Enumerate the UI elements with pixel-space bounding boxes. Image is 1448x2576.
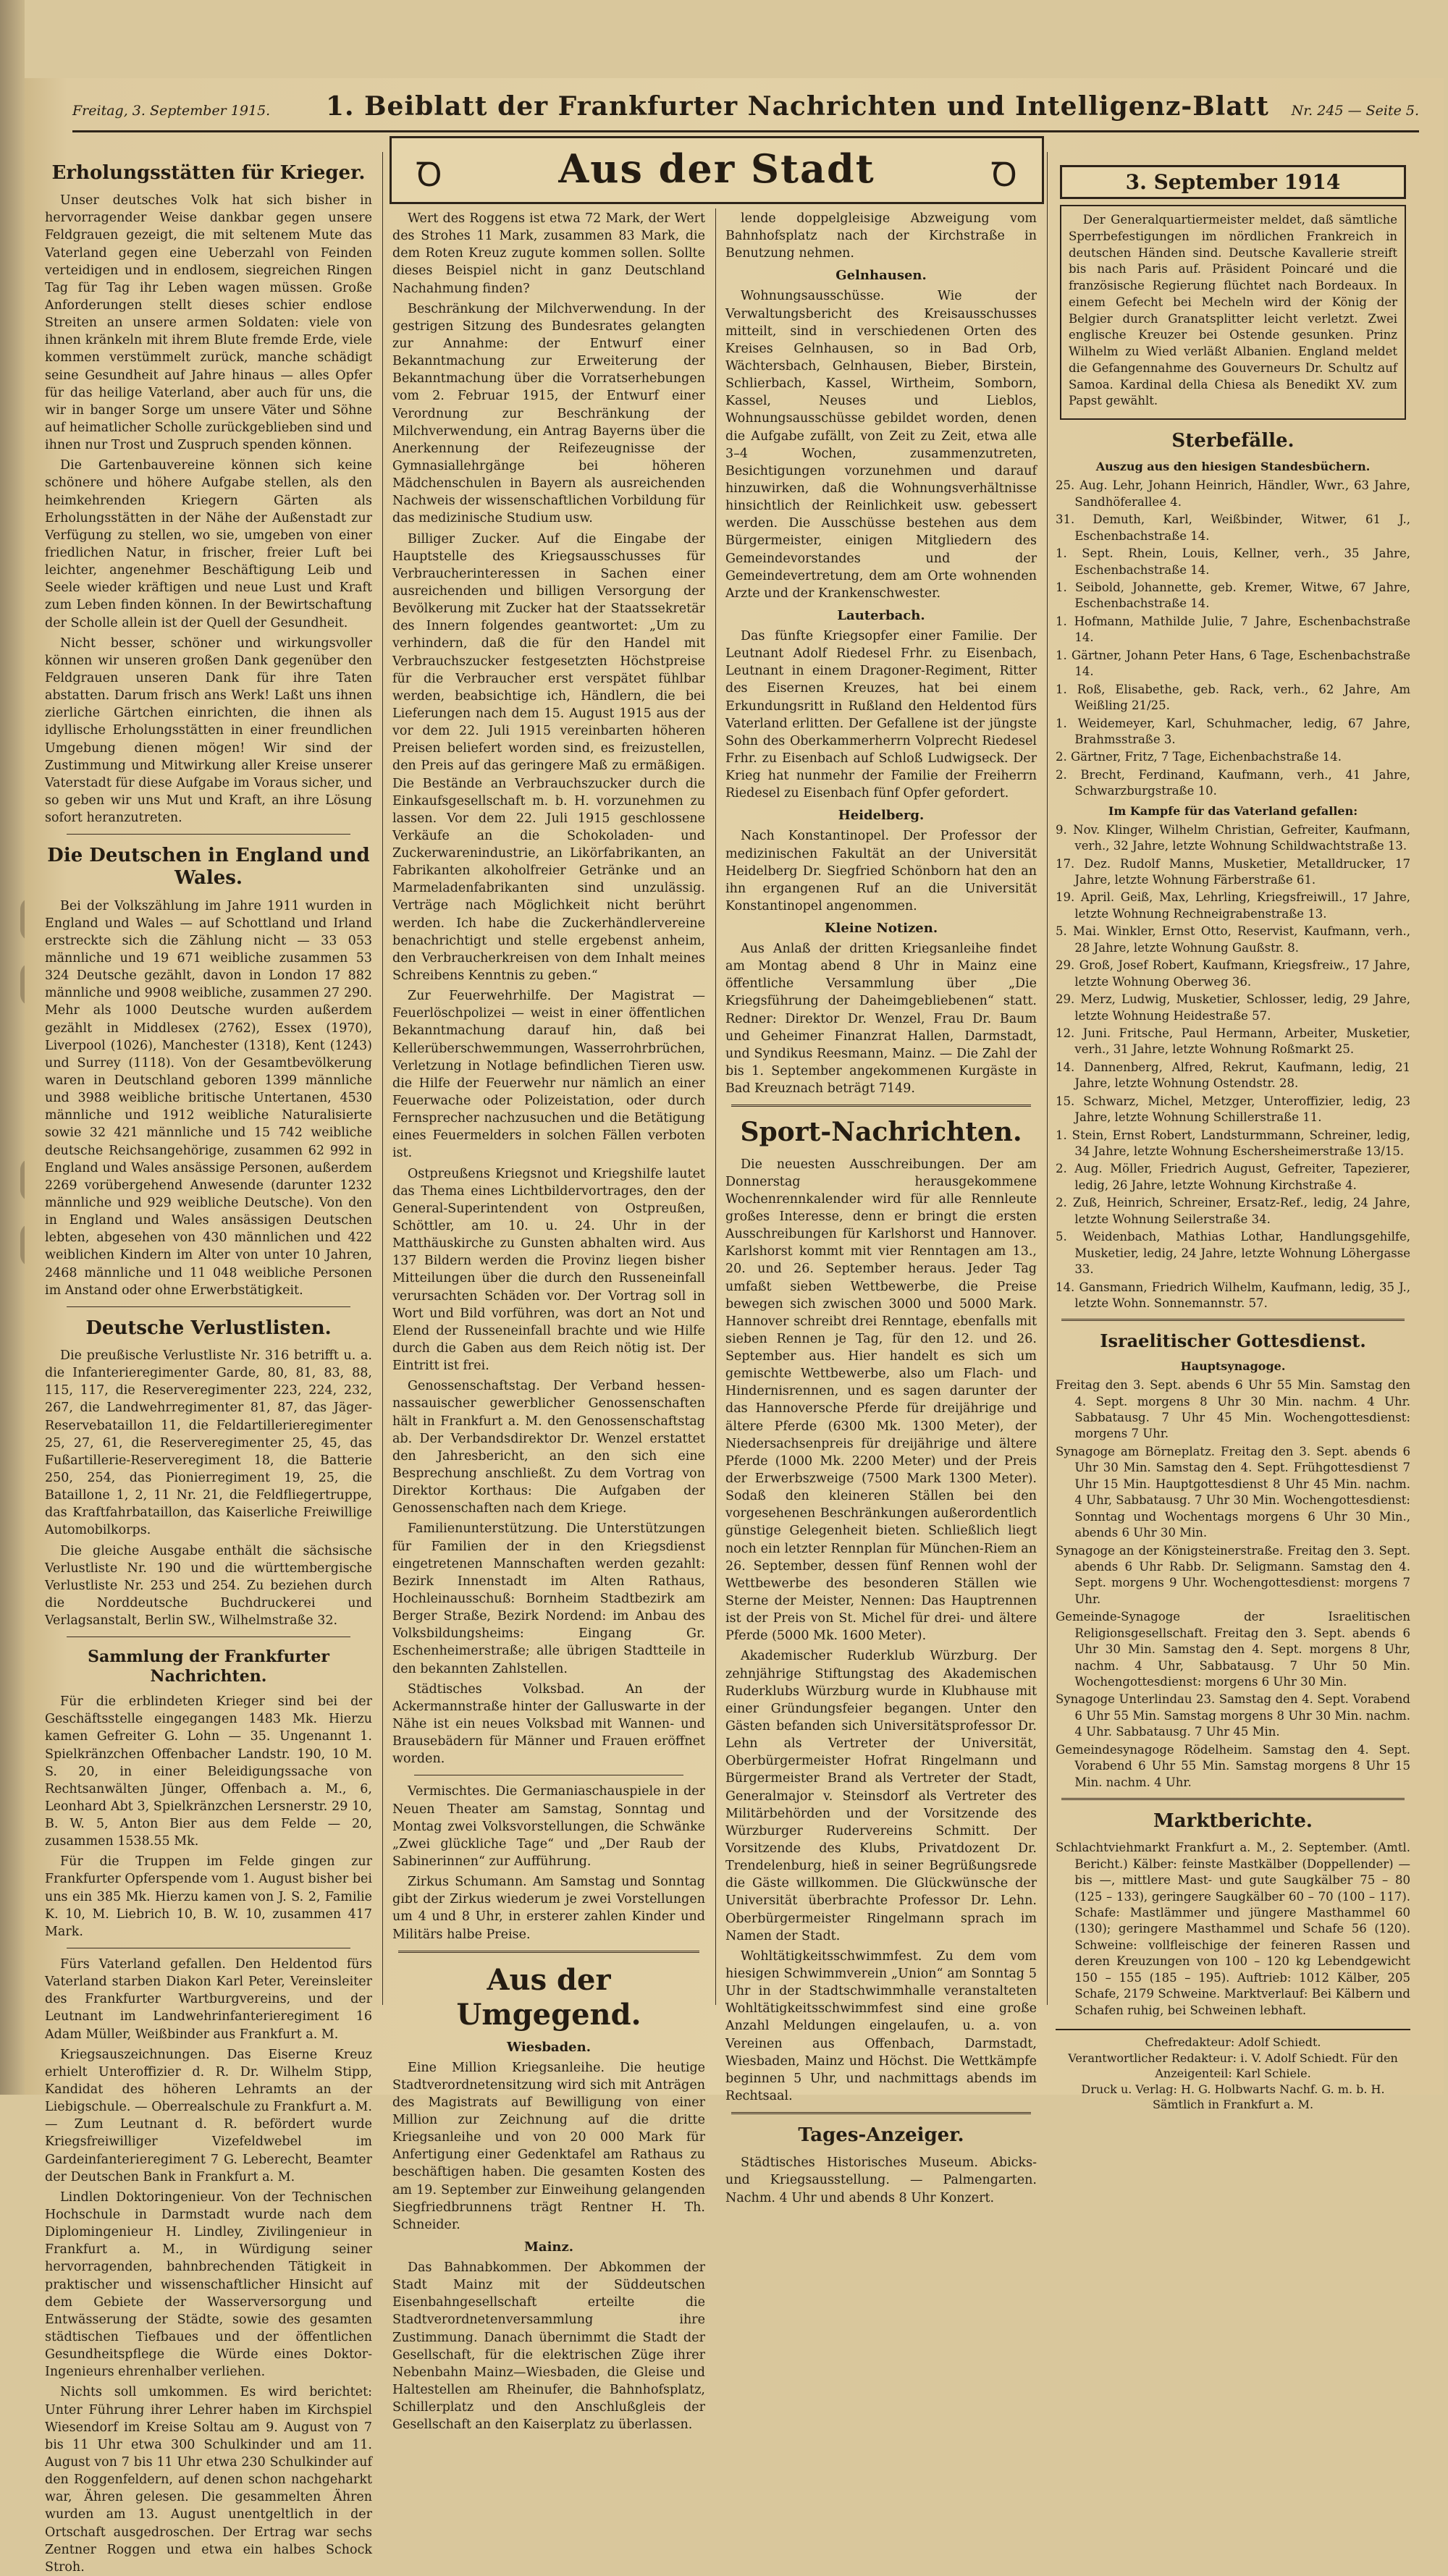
article-text: Unser deutsches Volk hat sich bisher in hervorragender Weise dankbar gegen unsere Feldgrauen gezeigt, die mit seltenem Mute das Vaterland gegen eine Ueberzahl von Feinden verteidigen und in endlosem, siegreichen Ringen Tag für Tag ihr Leben wagen müssen. Große Anforderungen stellt dieses schier endlose Streiten an unsere armen Soldaten: viele von ihnen kränkeln mit ihrem Blute fremde Erde, viele kommen verstümmelt zurück, manche schädigt seine Gesundheit auf Jahre hinaus — alles Opfer für das heilige Vaterland, aber auch für uns, die wir in banger Sorge um unsere Väter und Söhne auf heimatlicher Scholle zurückgeblieben sind und ihnen nur Trost und Zuspruch spenden können. xyxy=(45,193,372,453)
book-binding xyxy=(0,0,25,2095)
article-text: Für die erblindeten Krieger sind bei der Geschäftsstelle eingegangen 1483 Mk. Hierzu kamen Gefreiter G. Lohn — 35. Ungenannt 1. Spielkränzchen Offenbacher Landstr. 190, 10 M. S. 20, in einer Beleidigungssache von Rechtsanwälten Jünger, Offenbach a. M., 6, Leonhard Abt 3, Spielkränzchen Lersnerstr. 29 10, B. W. 5, Anton Bier aus dem Felde — 20, zusammen 1538.55 Mk. xyxy=(45,1694,372,1849)
article-text: lende doppelgleisige Abzweigung vom Bahnhofsplatz nach der Kirchstraße in Benutzung nehmen. xyxy=(725,211,1037,261)
article-text: Genossenschaftstag. Der Verband hessen-nassauischer gewerblicher Genossenschaften hält in Frankfurt a. M. den Genossenschaftstag ab. Der Verbandsdirektor Dr. Wenzel erstattet den Jahresbericht, an den sich eine Besprechung anschließt. Zu dem Vortrag von Direktor Korthaus: Die Aufgaben der Genossenschaften nach dem Kriege. xyxy=(392,1379,705,1516)
fallen-list xyxy=(1056,822,1410,1312)
article-text: Billiger Zucker. Auf die Eingabe der Hauptstelle des Kriegsausschusses für Verbraucherinteressen in Sachen einer ausreichenden und billigen Versorgung der Bevölkerung mit Zucker hat der Staatssekretär des Innern folgendes geantwortet: „Um zu verhindern, daß die für den Handel mit Verbrauchszucker festgesetzten Höchstpreise für die Verbraucher erst verspätet fühlbar werden, beabsichtige ich, Händlern, die bei Lieferungen nach dem 15. August 1915 aus der vor dem 22. Juli 1915 vereinbarten höheren Preisen beliefert worden sind, es freizustellen, den Preis auf das geringere Maß zu ermäßigen. Die Bestände an Verbrauchszucker durch die Einkaufsgesellschaft m. b. H. vorzunehmen zu lassen. Vor dem 22. Juli 1915 geschlossene Verkäufe an die Schokoladen- und Zuckerwarenindustrie, an Likörfabrikanten, an Fabrikanten alkoholfreier Getränke und an Marmeladenfabrikanten sind unzulässig. Verträge nach Möglichkeit nicht berührt werden. Ich habe die Zuckerhändlervereine benachrichtigt und stelle ergebenst anheim, den Verbraucherkreisen von dem Inhalt meines Schreibens Kenntnis zu geben.“ xyxy=(392,531,705,984)
imprint xyxy=(1056,2029,1410,2113)
section-heading: Tages-Anzeiger. xyxy=(798,2124,964,2147)
divider xyxy=(398,1951,699,1953)
section-heading: Israelitischer Gottesdienst. xyxy=(1100,1330,1366,1352)
fallen-entry: 29. Groß, Josef Robert, Kaufmann, Kriegsfreiw., 17 Jahre, letzte Wohnung Oberweg 36. xyxy=(1056,958,1410,989)
article-text: Bei der Volkszählung im Jahre 1911 wurden in England und Wales — auf Schottland und Irland erstreckte sich die Zählung nicht — 33 053 männliche und 19 671 weibliche zusammen 53 324 Deutsche gezählt, davon in London 17 882 männliche und 9908 weibliche, zusammen 27 290. Mehr als 1000 Deutsche wurden außerdem gezählt in Middlesex (2762), Essex (1970), Liverpool (1026), Manchester (1318), Kent (1243) und Surrey (1118). Von der Gesamtbevölkerung waren in Deutschland geboren 1399 männliche und 3988 weibliche britische Untertanen, 4530 männliche und 1912 weibliche Naturalisierte sowie 32 421 männliche und 15 742 weibliche deutsche Reichsangehörige, zusammen 62 992 in England und Wales ansässige Personen, außerdem 2269 vorübergehend Anwesende (darunter 1232 männliche und 929 weibliche Deutsche). Von den in England und Wales ansässigen Deutschen lebten, abgesehen von 430 männlichen und 422 weiblichen Kindern im Alter von unter 10 Jahren, 2468 männliche und 11 048 weibliche Personen im Anstand oder ohne Erwerbstätigkeit. xyxy=(45,898,372,1298)
place-heading: Gelnhausen. xyxy=(835,268,927,284)
column-4 xyxy=(1056,158,1410,2112)
article-text: Das fünfte Kriegsopfer einer Familie. Der Leutnant Adolf Riedesel Frhr. zu Eisenbach, Leutnant in einem Dragoner-Regiment, Ritter des Eisernen Kreuzes, hat bei einem Erkundungsritt in Rußland den Heldentod fürs Vaterland erlitten. Der Gefallene ist der jüngste Sohn des Oberkammerherrn Volprecht Riedesel Frhr. zu Eisenbach auf Schloß Ludwigseck. Der Krieg hat nunmehr der Familie der Freiherrn Riedesel zu Eisenbach fünf Opfer gefordert. xyxy=(725,628,1037,801)
fallen-entry: 9. Nov. Klinger, Wilhelm Christian, Gefreiter, Kaufmann, verh., 32 Jahre, letzte Wohnung Schildwachtstraße 13. xyxy=(1056,822,1410,853)
subheading: Hauptsynagoge. xyxy=(1180,1359,1286,1374)
death-entry: 1. Weidemeyer, Karl, Schuhmacher, ledig, 67 Jahre, Brahmsstraße 3. xyxy=(1056,716,1410,746)
article-text: Lindlen Doktoringenieur. Von der Technischen Hochschule in Darmstadt wurde nach dem Diplomingenieur H. Lindley, Zivilingenieur in Frankfurt a. M., in Würdigung seiner hervorragenden, bahnbrechenden Tätigkeit in praktischer und wissenschaftlicher Hinsicht auf dem Gebiete der Wasserversorgung und Entwässerung der Städte, sowie des gesamten städtischen Tiefbaues und der öffentlichen Gesundheitspflege die Würde eines Doktor-Ingenieurs ehrenhalber verliehen. xyxy=(45,2189,372,2380)
fallen-entry: 15. Schwarz, Michel, Metzger, Unteroffizier, ledig, 23 Jahre, letzte Wohnung Schillerstraße 11. xyxy=(1056,1094,1410,1125)
column-rule xyxy=(382,152,383,2005)
death-entry: 1. Gärtner, Johann Peter Hans, 6 Tage, Eschenbachstraße 14. xyxy=(1056,648,1410,679)
article-text: Nach Konstantinopel. Der Professor der medizinischen Fakultät an der Universität Heidelberg Dr. Siegfried Schönborn hat den an ihn ergangenen Ruf an die Universität Konstantinopel angenommen. xyxy=(725,829,1037,913)
article-text: Die gleiche Ausgabe enthält die sächsische Verlustliste Nr. 190 und die württembergische Verlustliste Nr. 253 und 254. Zu beziehen durch die Norddeutsche Buchdruckerei und Verlagsanstalt, Berlin SW., Wilhelmstraße 32. xyxy=(45,1543,372,1629)
divider xyxy=(731,1105,1031,1107)
subheading: Auszug aus den hiesigen Standesbüchern. xyxy=(1095,460,1371,474)
fallen-entry: 19. April. Geiß, Max, Lehrling, Kriegsfreiwill., 17 Jahre, letzte Wohnung Rechneigrabenstraße 13. xyxy=(1056,890,1410,921)
fallen-entry: 14. Gansmann, Friedrich Wilhelm, Kaufmann, ledig, 35 J., letzte Wohn. Sonnemannstr. 57. xyxy=(1056,1280,1410,1310)
article-text: Zur Feuerwehrhilfe. Der Magistrat — Feuerlöschpolizei — weist in einer öffentlichen Bekanntmachung darauf hin, daß bei Kellerüberschwemmungen, Wasserrohrbrüchen, Verletzung in Notlage befindlichen Tieren usw. die Hilfe der Feuerwehr nur nämlich an einer Feuerwache oder Polizeistation, oder durch Fernsprecher nachzusuchen und die Betätigung eines Feuermelders in solchen Fällen verboten ist. xyxy=(392,989,705,1161)
column-rule xyxy=(715,208,716,2005)
article-text: Wohnungsausschüsse. Wie der Verwaltungsbericht des Kreisausschusses mitteilt, sind in verschiedenen Orten des Kreises Gelnhausen, so in Bad Orb, Wächtersbach, Gelnhausen, Bieber, Birstein, Schlierbach, Kassel, Wirtheim, Somborn, Kassel, Neuses und Lieblos, Wohnungsausschüsse gebildet worden, denen die Aufgabe zufällt, von Zeit zu Zeit, etwa alle 3–4 Wochen, zusammenzutreten, Besichtigungen vorzunehmen und darauf hinzuwirken, daß die Wohnungsverhältnisse hinsichtlich der Reinlichkeit usw. gebessert werden. Die Ausschüsse bestehen aus dem Bürgermeister, einigen Mitgliedern des Gemeindevorstandes und der Gemeindevertretung, dem am Orte wohnenden Arzte und der Krankenschwester. xyxy=(725,289,1037,601)
article-text: Zirkus Schumann. Am Samstag und Sonntag gibt der Zirkus wiederum je zwei Vorstellungen um 4 und 8 Uhr, in ersterer zahlen Kinder und Militärs halbe Preise. xyxy=(392,1875,705,1942)
imprint-responsible: Verantwortlicher Redakteur: i. V. Adolf Schiedt. Für den Anzeigenteil: Karl Schiele. xyxy=(1068,2051,1398,2081)
fallen-entry: 29. Merz, Ludwig, Musketier, Schlosser, ledig, 29 Jahre, letzte Wohnung Heidestraße 57. xyxy=(1056,992,1410,1023)
death-entry: 1. Sept. Rhein, Louis, Kellner, verh., 35 Jahre, Eschenbachstraße 14. xyxy=(1056,546,1410,577)
ornament-icon: Ꝺ xyxy=(991,155,1017,194)
article-text: Nicht besser, schöner und wirkungsvoller können wir unseren großen Dank gegenüber den Feldgrauen unseren Dank für ihre Taten abstatten. Darum frisch ans Werk! Laßt uns ihnen zierliche Gärtchen einrichten, die ihnen als idyllische Erholungsstätten in einer freundlichen Umgebung dienen mögen! Wir sind der Zustimmung und Mitwirkung aller Kreise unserer Vaterstadt für diese Aufgabe im Voraus sicher, und so geben wir uns Mut und Kraft, an ihre Lösung sofort heranzutreten. xyxy=(45,635,372,826)
article-text: Nichts soll umkommen. Es wird berichtet: Unter Führung ihrer Lehrer haben im Kirchspiel Wiesendorf im Kreise Soltau am 9. August von 7 bis 11 Uhr etwa 300 Schulkinder und am 11. August von 7 bis 11 Uhr etwa 230 Schulkinder auf den Roggenfeldern, auf denen schon nachgeharkt war, Ähren gelesen. Die gesammelten Ähren wurden am 13. August unentgeltlich in der Ortschaft ausgedroschen. Der Ertrag war sechs Zentner Roggen und etwa ein halbes Schock Stroh. xyxy=(45,2385,372,2575)
article-heading: Sammlung der Frankfurter Nachrichten. xyxy=(88,1647,329,1686)
divider xyxy=(1061,1798,1405,1800)
article-text: Akademischer Ruderklub Würzburg. Der zehnjährige Stiftungstag des Akademischen Ruderklubs Würzburg wurde in Klubhause mit einer Gründungsfeier begangen. Unter den Gästen befanden sich Universitätsprofessor Dr. Lehn als Vertreter der Universität, Oberbürgermeister Hofrat Ringelmann und Bürgermeister Brand als Vertreter der Stadt, Generalmajor v. Steinsdorf als Vertreter des Militärbehörden und der Vorsitzende des Würzburger Rudervereins Schmitt. Der Vorsitzende des Klubs, Privatdozent Dr. Trendelenburg, hieß in seiner Begrüßungsrede die Gäste willkommen. Die Glückwünsche der Universität überbrachte Professor Dr. Lehn. Oberbürgermeister Ringelmann sprach im Namen der Stadt. xyxy=(725,1649,1037,1943)
article-text: Städtisches Historisches Museum. Abicks- und Kriegsausstellung. — Palmengarten. Nachm. 4 Uhr und abends 8 Uhr Konzert. xyxy=(725,2155,1037,2205)
deaths-list xyxy=(1056,478,1410,799)
article-text: Kriegsauszeichnungen. Das Eiserne Kreuz erhielt Unteroffizier d. R. Dr. Wilhelm Stipp, Kandidat des höheren Lehramts an der Liebigschule. — Oberrealschule zu Frankfurt a. M. — Zum Leutnant d. R. befördert wurde Kriegsfreiwilliger Vizefeldwebel im Gardeinfanterieregiment 7 G. Leberecht, Beamter der Deutschen Bank in Frankfurt a. M. xyxy=(45,2047,372,2184)
article-text: Die preußische Verlustliste Nr. 316 betrifft u. a. die Infanterieregimenter Garde, 80, 81, 83, 88, 115, 117, die Reserveregimenter 223, 224, 232, 267, die Landwehrregimenter 81, 87, das Jäger-Reservebataillon 11, die Feldartillerieregimenter 25, 27, 61, die Reserveregimenter 25, 45, das Fußartillerie-Reserveregiment 18, die Batterie 250, 254, das Pionierregiment 19, 25, die Bataillone 1, 2, 11 Nr. 21, die Feldfliegertruppe, das Kraftfahrbataillon, das Kaiserliche Freiwillige Automobilkorps. xyxy=(45,1348,372,1538)
death-entry: 2. Gärtner, Fritz, 7 Tage, Eichenbachstraße 14. xyxy=(1056,750,1342,764)
article-text: Ostpreußens Kriegsnot und Kriegshilfe lautet das Thema eines Lichtbildervortrages, den der General-Superintendent von Ostpreußen, Schöttler, am 10. u. 24. Uhr in der Matthäuskirche zu Gunsten abhalten wird. Aus 137 Bildern werden die Provinz liegen bisher Mitteilungen über die durch den Russeneinfall verursachten Schäden vor. Der Vortrag soll in Wort und Bild vorführen, was dort an Not und Elend der Russeneinfall brachte und wie Hilfe durch die Gaben aus dem Reich nötig ist. Der Eintritt ist frei. xyxy=(392,1166,705,1374)
imprint-editor: Chefredakteur: Adolf Schiedt. xyxy=(1145,2035,1321,2050)
article-text: Für die Truppen im Felde gingen zur Frankfurter Opferspende vom 1. August bisher bei uns ein 385 Mk. Hierzu kamen von J. S. 2, Familie K. 10, M. Liebrich 10, B. W. 10, zusammen 417 Mark. xyxy=(45,1854,372,1939)
article-text: Städtisches Volksbad. An der Ackermannstraße hinter der Galluswarte in der Nähe ist ein neues Volksbad mit Wannen- und Brausebädern für Männer und Frauen eröffnet worden. xyxy=(392,1681,705,1767)
fallen-entry: 1. Stein, Ernst Robert, Landsturmmann, Schreiner, ledig, 34 Jahre, letzte Wohnung Eschersheimerstraße 13/15. xyxy=(1056,1128,1410,1158)
death-entry: 1. Roß, Elisabethe, geb. Rack, verh., 62 Jahre, Am Weißling 21/25. xyxy=(1056,682,1410,713)
date-box: 3. September 1914 xyxy=(1060,165,1406,199)
article-text: Aus Anlaß der dritten Kriegsanleihe findet am Montag abend 8 Uhr in Mainz eine öffentliche Versammlung über „Die Kriegsführung der Daheimgebliebenen“ statt. Redner: Direktor Dr. Wenzel, Frau Dr. Baum und Geheimer Finanzrat Hallen, Darmstadt, und Syndikus Reesmann, Mainz. — Die Zahl der bis 1. September angekommenen Kurgäste in Bad Kreuznach beträgt 7149. xyxy=(725,942,1037,1097)
ornament-icon: Ꝺ xyxy=(416,155,442,194)
place-heading: Mainz. xyxy=(523,2239,573,2255)
divider xyxy=(731,2112,1031,2114)
newspaper-title: 1. Beiblatt der Frankfurter Nachrichten und Intelligenz-Blatt xyxy=(326,91,1269,122)
column-rule xyxy=(1047,152,1048,2005)
service-entry: Gemeindesynagoge Rödelheim. Samstag den 4. Sept. Vorabend 6 Uhr 55 Min. Samstag morgens 8 Uhr 15 Min. nachm. 4 Uhr. xyxy=(1056,1742,1410,1789)
section-heading: Sterbefälle. xyxy=(1171,430,1295,452)
article-text: Wohltätigkeitsschwimmfest. Zu dem vom hiesigen Schwimmverein „Union“ am Sonntag 5 Uhr in der Stadtschwimmhalle veranstalteten Wohltätigkeitsschwimmfest sind eine große Anzahl Meldungen eingelaufen, u. a. von Vereinen aus Offenbach, Darmstadt, Wiesbaden, Mainz und Höchst. Die Wettkämpfe beginnen 5 Uhr, und nachmittags abends im Rechtsaal. xyxy=(725,1948,1037,2103)
death-entry: 1. Seibold, Johannette, geb. Kremer, Witwe, 67 Jahre, Eschenbachstraße 14. xyxy=(1056,580,1410,611)
fallen-entry: 2. Aug. Möller, Friedrich August, Gefreiter, Tapezierer, ledig, 26 Jahre, letzte Wohnung Kirchstraße 4. xyxy=(1056,1162,1410,1192)
service-entry: Synagoge Unterlindau 23. Samstag den 4. Sept. Vorabend 6 Uhr 55 Min. Samstag morgens 8 Uhr 30 Min. nachm. 4 Uhr. Sabbatausg. 7 Uhr 45 Min. xyxy=(1056,1692,1410,1739)
article-heading: Deutsche Verlustlisten. xyxy=(85,1317,332,1339)
fallen-entry: 17. Dez. Rudolf Manns, Musketier, Metalldrucker, 17 Jahre, letzte Wohnung Färberstraße 61. xyxy=(1056,856,1410,887)
fallen-entry: 5. Weidenbach, Mathias Lothar, Handlungsgehilfe, Musketier, ledig, 24 Jahre, letzte Wohnung Löhergasse 33. xyxy=(1056,1230,1410,1277)
column-2 xyxy=(392,210,705,2433)
section-heading: Marktberichte. xyxy=(1153,1810,1313,1833)
death-entry: 25. Aug. Lehr, Johann Heinrich, Händler, Wwr., 63 Jahre, Sandhöferallee 4. xyxy=(1056,478,1410,509)
article-text: Familienunterstützung. Die Unterstützungen für Familien der in den Kriegsdienst eingetretenen Mannschaften werden gezahlt: Bezirk Innenstadt im Alten Rathaus, Hochleinausschuß: Bornheim Stadtbezirk am Berger Straße, Bezirk Nordend: im Anbau des Volksbildungsheims: Eingang Gr. Eschenheimerstraße; alle übrigen Stadtteile in den bekannten Zahlstellen. xyxy=(392,1521,705,1676)
imprint-publisher: Druck u. Verlag: H. G. Holbwarts Nachf. G. m. b. H. Sämtlich in Frankfurt a. M. xyxy=(1081,2082,1385,2112)
section-banner xyxy=(390,136,1044,204)
place-heading: Heidelberg. xyxy=(838,808,925,824)
article-text: Das Bahnabkommen. Der Abkommen der Stadt Mainz mit der Süddeutschen Eisenbahngesellschaft erteilte die Stadtverordnetenversammlung ihre Zustimmung. Danach übernimmt die Stadt der Gesellschaft, für die elektrischen Züge ihrer Nebenbahn Mainz—Wiesbaden, die Gleise und Haltestellen am Rheinufer, die Bahnhofsplatz, Schillerplatz und den Anschlußgleis der Gesellschaft an den Kaiserplatz zu überlassen. xyxy=(392,2260,705,2433)
service-entry: Synagoge am Börneplatz. Freitag den 3. Sept. abends 6 Uhr 30 Min. Samstag den 4. Sept. Frühgottesdienst 7 Uhr 15 Min. Hauptgottesdienst 8 Uhr 45 Min. nachm. 4 Uhr, Sabbatausg. 7 Uhr 30 Min. Wochengottesdienst: Sonntag und Wochentags morgens 6 Uhr 30 Min., abends 6 Uhr 30 Min. xyxy=(1056,1444,1410,1540)
article-heading: Erholungsstätten für Krieger. xyxy=(51,162,366,184)
section-heading: Aus der Umgegend. xyxy=(456,1962,641,2032)
divider xyxy=(67,1306,350,1307)
section-title: Aus der Stadt xyxy=(558,145,875,192)
column-3 xyxy=(725,210,1037,2205)
column-1 xyxy=(45,152,372,2575)
section-heading: Sport-Nachrichten. xyxy=(740,1117,1022,1148)
fallen-entry: 2. Zuß, Heinrich, Schreiner, Ersatz-Ref., ledig, 24 Jahre, letzte Wohnung Seilerstraße 34. xyxy=(1056,1196,1410,1226)
war-chronicle-box xyxy=(1060,205,1406,420)
article-text: Die Gartenbauvereine können sich keine schönere und höhere Aufgabe stellen, als den heimkehrenden Kriegern Gärten als Erholungsstätten in der Nähe der Außenstadt zur Verfügung zu stellen, wo sie, umgeben von einer friedlichen Natur, in frischer, freier Luft bei leichter, angenehmer Beschäftigung Leib und Seele wieder kräftigen und neue Lust und Kraft zum Leben finden können. In der Bewirtschaftung der Scholle allein ist der Quell der Gesundheit. xyxy=(45,458,372,630)
service-entry: Synagoge an der Königsteinerstraße. Freitag den 3. Sept. abends 6 Uhr Rabb. Dr. Seligmann. Samstag den 4. Sept. morgens 9 Uhr. Wochengottesdienst: morgens 7 Uhr. xyxy=(1056,1543,1410,1606)
article-text: Wert des Roggens ist etwa 72 Mark, der Wert des Strohes 11 Mark, zusammen 83 Mark, die dem Roten Kreuz zugute kommen sollen. Sollte dieses Beispiel nicht in ganz Deutschland Nachahmung finden? xyxy=(392,211,705,296)
article-text: Fürs Vaterland gefallen. Den Heldentod fürs Vaterland starben Diakon Karl Peter, Vereinsleiter des Frankfurter Wartburgvereins, und der Leutnant im Landwehrinfanterieregiment 16 Adam Müller, Weißbinder aus Frankfurt a. M. xyxy=(45,1957,372,2042)
fallen-entry: 14. Dannenberg, Alfred, Rekrut, Kaufmann, ledig, 21 Jahre, letzte Wohnung Ostendstr. 28. xyxy=(1056,1060,1410,1091)
article-text: Beschränkung der Milchverwendung. In der gestrigen Sitzung des Bundesrates gelangten zur Annahme: der Entwurf einer Bekanntmachung zur Erweiterung der Bekanntmachung über die Vorratserhebungen vom 2. Februar 1915, der Entwurf einer Verordnung zur Beschränkung der Milchverwendung, ein Antrag Bayerns über die Anerkennung der Reifezeugnisse der Gymnasiallehrgänge bei höheren Mädchenschulen in Bayern als ausreichenden Nachweis der wissenschaftlichen Vorbildung für das medizinische Studium usw. xyxy=(392,301,705,526)
divider xyxy=(67,834,350,835)
article-heading: Die Deutschen in England und Wales. xyxy=(47,845,370,890)
place-heading: Lauterbach. xyxy=(837,607,925,623)
masthead xyxy=(72,91,1419,127)
masthead-rule xyxy=(72,130,1419,132)
market-report: Schlachtviehmarkt Frankfurt a. M., 2. September. (Amtl. Bericht.) Kälber: feinste Mastkälber (Doppellender) — bis —, mittlere Mast- und gute Saugkälber 75 – 80 (125 – 133), geringere Saugkälber 60 – 70 (100 – 117). Schafe: Mastlämmer und jüngere Masthammel 60 (130); geringere Masthammel und Schafe 56 (120). Schweine: vollfleischige der feineren Rassen und deren Kreuzungen von 100 – 120 kg Lebendgewicht 150 – 155 (185 – 195). Auftrieb: 1012 Kälber, 205 Schafe, 2179 Schweine. Marktverlauf: Bei Kälbern und Schafen ruhig, bei Schweinen lebhaft. xyxy=(1056,1841,1410,2017)
issue-page: Nr. 245 — Seite 5. xyxy=(1291,103,1419,119)
service-entry: Gemeinde-Synagoge der Israelitischen Religionsgesellschaft. Freitag den 3. Sept. abends 6 Uhr 30 Min. Samstag den 4. Sept. morgens 8 Uhr, nachm. 4 Uhr, Sabbatausg. 7 Uhr 50 Min. Wochengottesdienst: morgens 6 Uhr 30 Min. xyxy=(1056,1610,1410,1689)
death-entry: 31. Demuth, Karl, Weißbinder, Witwer, 61 J., Eschenbachstraße 14. xyxy=(1056,512,1410,543)
chronicle-text: Der Generalquartiermeister meldet, daß sämtliche Sperrbefestigungen im nördlichen Frankreich in deutschen Händen sind. Deutsche Kavallerie streift bis nach Paris auf. Präsident Poincaré und die französische Regierung flüchtet nach Bordeaux. In einem Gefecht bei Mecheln wird der König der Belgier durch Granatsplitter leicht verletzt. Zwei englische Kreuzer bei Ostende gesunken. Prinz Wilhelm zu Wied verläßt Albanien. England meldet die Gefangennahme des Gouverneurs Dr. Schultz auf Samoa. Kardinal della Chiesa als Benedikt XV. zum Papst gewählt. xyxy=(1069,213,1397,408)
divider xyxy=(1061,1319,1405,1321)
death-entry: 1. Hofmann, Mathilde Julie, 7 Jahre, Eschenbachstraße 14. xyxy=(1056,614,1410,645)
fallen-entry: 12. Juni. Fritsche, Paul Hermann, Arbeiter, Musketier, verh., 31 Jahre, letzte Wohnung Roßmarkt 25. xyxy=(1056,1026,1410,1057)
death-entry: 2. Brecht, Ferdinand, Kaufmann, verh., 41 Jahre, Schwarzburgstraße 10. xyxy=(1056,767,1410,798)
service-entry: Freitag den 3. Sept. abends 6 Uhr 55 Min. Samstag den 4. Sept. morgens 8 Uhr 30 Min. nachm. 4 Uhr. Sabbatausg. 7 Uhr 45 Min. Wochengottesdienst: morgens 7 Uhr. xyxy=(1056,1378,1410,1441)
subheading: Im Kampfe für das Vaterland gefallen: xyxy=(1108,803,1358,818)
fallen-entry: 5. Mai. Winkler, Ernst Otto, Reservist, Kaufmann, verh., 28 Jahre, letzte Wohnung Gaußstr. 8. xyxy=(1056,924,1410,955)
article-text: Die neuesten Ausschreibungen. Der am Donnerstag herausgekommene Wochenrennkalender wird für alle Rennleute großes Interesse, denn er bringt die ersten Ausschreibungen für Karlshorst und Hannover. Karlshorst kommt mit vier Renntagen am 13., 20. und 26. September heraus. Jeder Tag umfaßt sieben Wettbewerbe, die Preise bewegen sich zwischen 3000 und 5000 Mark. Hannover schreibt drei Renntage, ebenfalls mit sieben Rennen je Tag, für den 12. und 26. September aus. Hier handelt es sich um gemischte Wettbewerbe, also um Flach- und Hindernisrennen, und es sagen darunter der das Hannoversche Pferde für dreijährige und ältere Pferde (6300 Mk. 1300 Meter), der Niedersachsenpreis für dreijährige und ältere Pferde (1000 Mk. 2200 Meter) und der Preis der Erwerbszweige (7500 Mark 1300 Meter). Sodaß den kleineren Ställen bei den vorgesehenen Beschränkungen außerordentlich günstige Gelegenheit bieten. Schließlich liegt noch ein letzter Rennplan für München-Riem an 26. September, dessen fünf Rennen wohl der Wettbewerbe des besonderen Ställen wie Sterne der Meister, Nennen: Das Hauptrennen ist der Preis von St. Michel für drei- und ältere Pferde (5000 Mk. 1600 Meter). xyxy=(725,1157,1037,1644)
place-heading: Kleine Notizen. xyxy=(824,921,938,937)
article-text: Vermischtes. Die Germaniaschauspiele in der Neuen Theater am Samstag, Sonntag und Montag zwei Volksvorstellungen, die Schwänke „Zwei glückliche Tage“ und „Der Raub der Sabinerinnen“ zur Aufführung. xyxy=(392,1784,705,1869)
place-heading: Wiesbaden. xyxy=(507,2039,591,2055)
article-text: Eine Million Kriegsanleihe. Die heutige Stadtverordnetensitzung wird sich mit Anträgen des Magistrats auf Bewilligung von einer Million zur Zeichnung auf die dritte Kriegsanleihe und von 20 000 Mark für Anfertigung einer Gedenktafel am Rathaus zu beschäftigen haben. Die gesamten Kosten des am 19. September zur Einweihung gelangenden Siegfriedbrunnens trägt Rentner H. Th. Schneider. xyxy=(392,2060,705,2232)
issue-date: Freitag, 3. September 1915. xyxy=(72,103,271,119)
